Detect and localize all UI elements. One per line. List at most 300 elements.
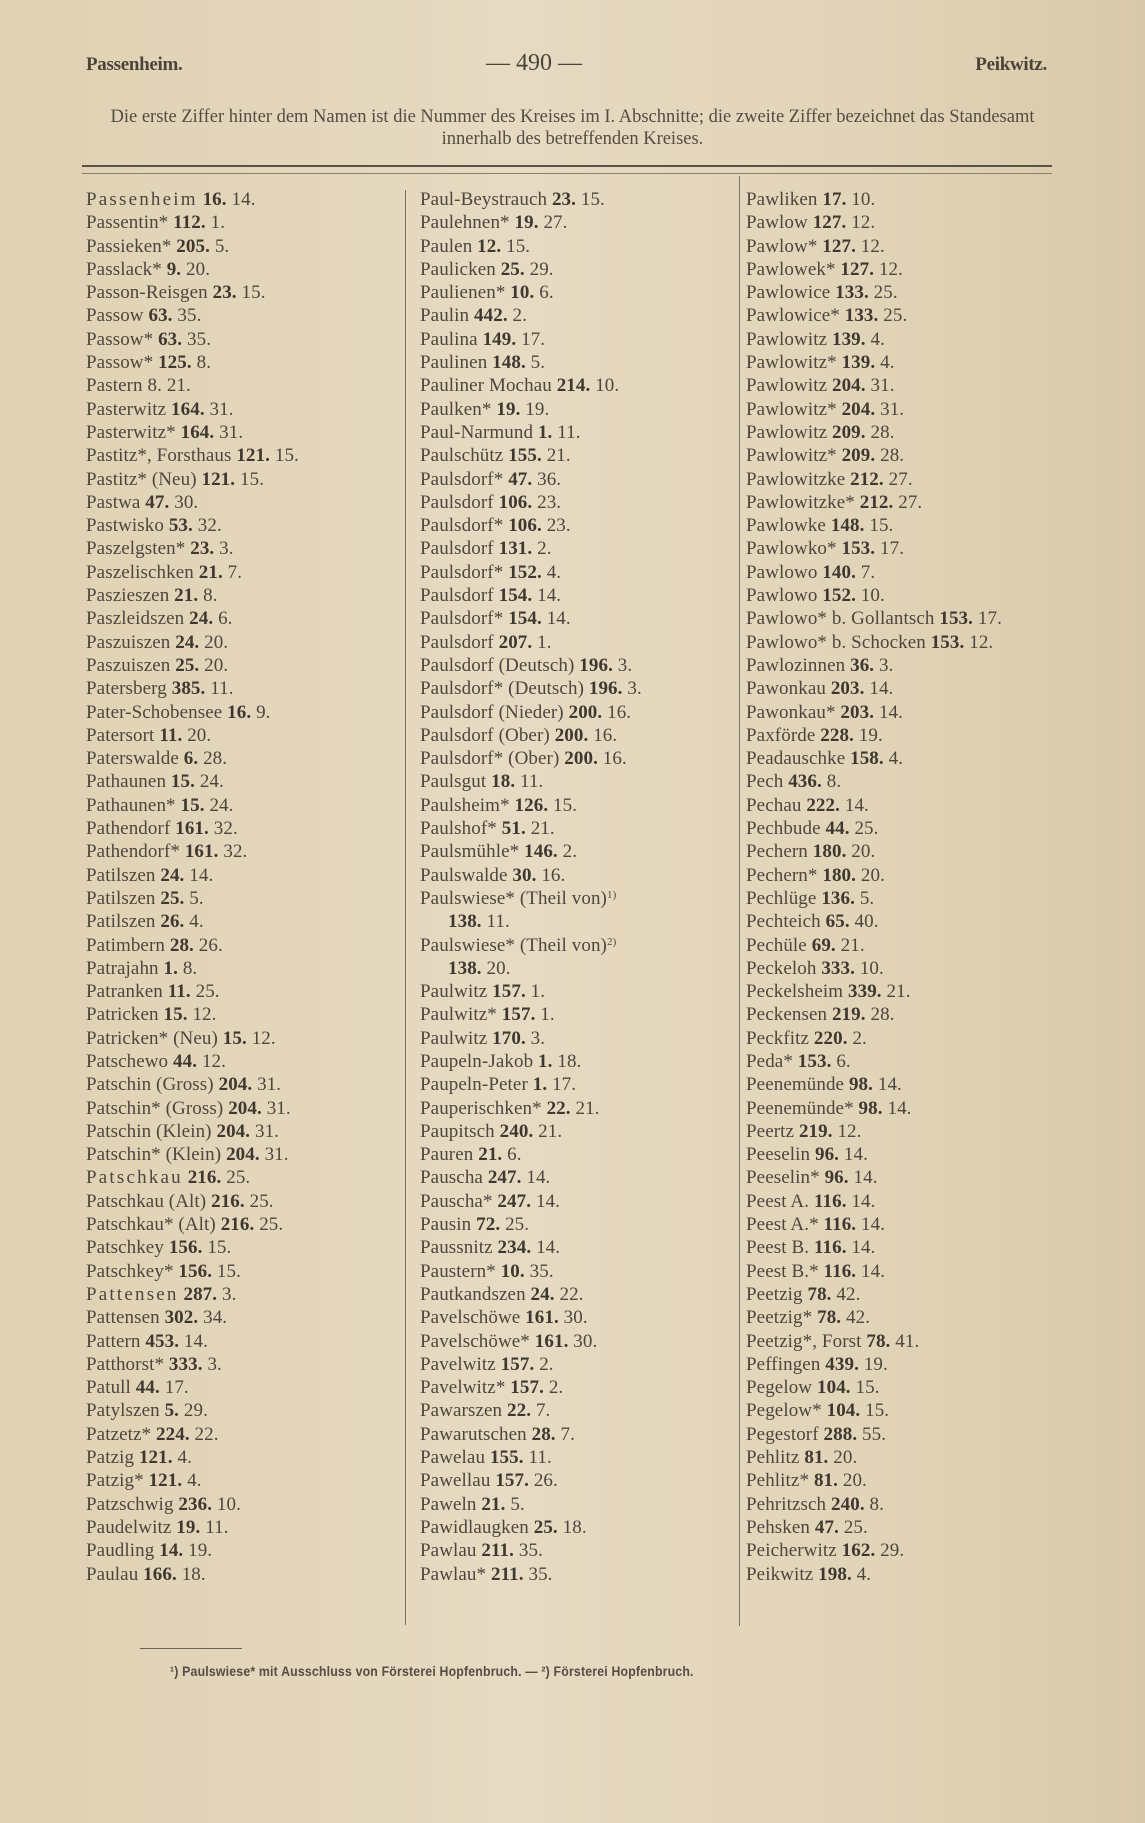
index-entry xyxy=(86,701,406,724)
registry-office-number: 4. xyxy=(880,352,895,374)
registry-office-number: 11. xyxy=(520,771,544,793)
district-number: 204. xyxy=(226,1144,260,1166)
registry-office-number: 19. xyxy=(188,1540,213,1562)
registry-office-number: 8. xyxy=(826,771,842,793)
district-number: 205. xyxy=(176,235,210,257)
index-entry xyxy=(420,1027,730,1050)
district-number: 1. xyxy=(163,957,178,979)
registry-office-number: 11. xyxy=(210,678,234,700)
index-columns xyxy=(0,188,1145,1628)
index-entry xyxy=(86,374,406,397)
index-entry xyxy=(86,1073,406,1096)
place-name: Pastern xyxy=(86,375,143,397)
place-name: Peetzig* xyxy=(746,1307,813,1329)
district-number: 212. xyxy=(859,491,894,513)
place-name: Pawliken xyxy=(746,189,818,210)
district-number: 44. xyxy=(173,1050,198,1072)
district-number: 216. xyxy=(187,1167,222,1189)
place-name: Pawlowitz xyxy=(746,421,828,443)
place-name: Pegelow xyxy=(746,1377,813,1399)
registry-office-number: 2. xyxy=(562,841,578,863)
index-entry xyxy=(86,1003,406,1026)
place-name: Passenheim xyxy=(86,189,198,210)
place-name: Pawlowitz* xyxy=(746,445,837,467)
intro-note: Die erste Ziffer hinter dem Namen ist die Nummer des Kreises im I. Abschnitte; die zweite Ziffer bezeichnet das Standesamt innerhalb des betreffenden Kreises. xyxy=(110,107,1035,149)
place-name: Patzschwig xyxy=(86,1493,174,1515)
district-number: 154. xyxy=(498,585,533,607)
index-entry xyxy=(420,1260,730,1283)
index-entry xyxy=(86,398,406,421)
place-name: Paterswalde xyxy=(86,748,179,770)
registry-office-number: 1. xyxy=(530,981,546,1003)
place-name: Patzetz* xyxy=(86,1423,152,1445)
district-number: 19. xyxy=(514,212,539,234)
district-number: 442. xyxy=(474,305,508,327)
index-entry xyxy=(420,794,730,817)
index-entry xyxy=(86,1306,406,1329)
index-entry xyxy=(420,1050,730,1073)
index-entry xyxy=(420,910,730,933)
place-name: Paulsdorf xyxy=(420,538,494,560)
place-name: Patricken* (Neu) xyxy=(86,1027,218,1049)
district-number: 161. xyxy=(184,841,219,863)
registry-office-number: 12. xyxy=(251,1027,276,1049)
registry-office-number: 31. xyxy=(209,398,234,420)
place-name: Pattern xyxy=(86,1330,141,1352)
registry-office-number: 25. xyxy=(249,1190,274,1212)
index-entry xyxy=(746,188,1076,211)
place-name: Pauscha* xyxy=(420,1190,493,1212)
registry-office-number: 5. xyxy=(510,1493,525,1515)
district-number: 204. xyxy=(228,1097,262,1119)
place-name: Paulken* xyxy=(420,398,492,420)
district-number: 204. xyxy=(218,1074,253,1096)
registry-office-number: 21. xyxy=(575,1097,600,1119)
district-number: 28. xyxy=(169,934,194,956)
index-entry xyxy=(746,1423,1076,1446)
district-number: 162. xyxy=(841,1540,876,1562)
place-name: Paulsdorf* (Deutsch) xyxy=(420,678,584,700)
place-name: Pawlowo* b. Schocken xyxy=(746,631,926,653)
place-name: Paulsdorf xyxy=(420,631,494,653)
registry-office-number: 4. xyxy=(546,561,562,583)
registry-office-number: 25. xyxy=(195,981,220,1003)
place-name: Paulswiese* (Theil von) xyxy=(420,934,607,956)
place-name: Paulsdorf* (Ober) xyxy=(420,748,560,770)
place-name: Patull xyxy=(86,1377,131,1399)
district-number: 23. xyxy=(190,538,215,560)
registry-office-number: 18. xyxy=(562,1516,587,1538)
district-number: 287. xyxy=(183,1283,218,1305)
district-number: 127. xyxy=(812,212,847,234)
registry-office-number: 20. xyxy=(851,841,876,863)
district-number: 51. xyxy=(501,818,526,840)
place-name: Patschkau xyxy=(86,1167,183,1189)
index-entry xyxy=(420,1516,730,1539)
index-entry xyxy=(420,770,730,793)
index-entry xyxy=(420,1446,730,1469)
registry-office-number: 3. xyxy=(207,1353,222,1375)
registry-office-number: 20. xyxy=(833,1447,858,1469)
district-number: 133. xyxy=(835,282,869,304)
district-number: 204. xyxy=(841,398,876,420)
registry-office-number: 19. xyxy=(525,398,550,420)
registry-office-number: 20. xyxy=(486,957,511,979)
district-number: 81. xyxy=(804,1447,829,1469)
index-entry xyxy=(746,1376,1076,1399)
place-name: Paulsdorf xyxy=(420,585,494,607)
place-name: Pegelow* xyxy=(746,1400,822,1422)
district-number: 24. xyxy=(175,631,200,653)
district-number: 207. xyxy=(498,631,533,653)
place-name: Paulehnen* xyxy=(420,212,510,234)
place-name: Paszuiszen xyxy=(86,631,171,653)
registry-office-number: 14. xyxy=(878,701,903,723)
registry-office-number: 6. xyxy=(836,1050,851,1072)
index-entry xyxy=(420,1563,730,1586)
district-number: 21. xyxy=(478,1144,503,1166)
index-entry xyxy=(746,1120,1076,1143)
district-number: 180. xyxy=(822,864,857,886)
index-entry xyxy=(86,1166,406,1189)
place-name: Peicherwitz xyxy=(746,1540,837,1562)
registry-office-number: 31. xyxy=(219,421,244,443)
registry-office-number: 14. xyxy=(887,1097,912,1119)
district-number: 1. xyxy=(538,1050,553,1072)
index-entry xyxy=(86,328,406,351)
place-name: Peadauschke xyxy=(746,748,846,770)
index-entry xyxy=(746,1003,1076,1026)
registry-office-number: 2. xyxy=(537,538,552,560)
registry-office-number: 21. xyxy=(886,981,911,1003)
index-entry xyxy=(86,468,406,491)
district-number: 146. xyxy=(524,841,558,863)
place-name: Patilszen xyxy=(86,887,156,909)
place-name: Passieken* xyxy=(86,235,172,257)
district-number: 158. xyxy=(850,748,884,770)
district-number: 65. xyxy=(825,911,850,933)
index-entry xyxy=(86,1469,406,1492)
place-name: Pawlau* xyxy=(420,1563,487,1585)
index-entry xyxy=(86,1563,406,1586)
place-name: Pawarszen xyxy=(420,1400,503,1422)
registry-office-number: 28. xyxy=(203,748,228,770)
place-name: Paupitsch xyxy=(420,1120,495,1142)
place-name: Peckfitz xyxy=(746,1027,810,1049)
place-name: Pattensen xyxy=(86,1283,179,1305)
index-entry xyxy=(420,1213,730,1236)
district-number: 216. xyxy=(220,1214,255,1236)
place-name: Pehritzsch xyxy=(746,1493,827,1515)
district-number: 166. xyxy=(143,1563,177,1585)
district-number: 23. xyxy=(212,282,237,304)
index-entry xyxy=(420,281,730,304)
district-number: 155. xyxy=(489,1447,524,1469)
district-number: 6. xyxy=(183,748,199,770)
index-entry xyxy=(86,817,406,840)
district-number: 385. xyxy=(171,678,206,700)
district-number: 10. xyxy=(500,1260,525,1282)
index-entry xyxy=(746,1190,1076,1213)
district-number: 219. xyxy=(831,1004,866,1026)
registry-office-number: 18. xyxy=(181,1563,206,1585)
index-entry xyxy=(420,1423,730,1446)
index-entry xyxy=(86,980,406,1003)
registry-office-number: 17. xyxy=(521,328,546,350)
registry-office-number: 18. xyxy=(557,1050,582,1072)
footnote-marker: 2) xyxy=(606,935,617,948)
district-number: 200. xyxy=(564,748,598,770)
registry-office-number: 4. xyxy=(870,328,885,350)
place-name: Pawlowice* xyxy=(746,305,840,327)
registry-office-number: 21. xyxy=(166,375,191,397)
index-entry xyxy=(746,910,1076,933)
place-name: Paulau xyxy=(86,1563,139,1585)
index-entry xyxy=(420,840,730,863)
place-name: Pawlowko* xyxy=(746,538,837,560)
district-number: 11. xyxy=(159,724,183,746)
place-name: Pawlozinnen xyxy=(746,654,846,676)
registry-office-number: 12. xyxy=(860,235,885,257)
registry-office-number: 32. xyxy=(213,818,238,840)
index-entry xyxy=(746,794,1076,817)
registry-office-number: 3. xyxy=(219,538,234,560)
index-entry xyxy=(746,1166,1076,1189)
place-name: Paulsdorf (Nieder) xyxy=(420,701,564,723)
place-name: Pechau xyxy=(746,794,802,816)
place-name: Pawlowitz* xyxy=(746,352,837,374)
place-name: Pavelschöwe xyxy=(420,1307,521,1329)
district-number: 11. xyxy=(167,981,191,1003)
registry-office-number: 11. xyxy=(486,911,510,933)
place-name: Pawlowo xyxy=(746,561,818,583)
index-entry xyxy=(746,887,1076,910)
registry-office-number: 5. xyxy=(214,235,230,257)
place-name: Patylszen xyxy=(86,1400,160,1422)
district-number: 47. xyxy=(814,1516,839,1538)
index-entry xyxy=(746,491,1076,514)
registry-office-number: 11. xyxy=(528,1447,552,1469)
registry-office-number: 15. xyxy=(240,468,265,490)
index-entry xyxy=(420,374,730,397)
registry-office-number: 14. xyxy=(536,1237,561,1259)
registry-office-number: 15. xyxy=(869,515,894,537)
registry-office-number: 27. xyxy=(898,491,923,513)
index-entry xyxy=(86,957,406,980)
registry-office-number: 19. xyxy=(858,724,883,746)
district-number: 153. xyxy=(841,538,876,560)
place-name: Pathaunen* xyxy=(86,794,176,816)
index-entry xyxy=(746,957,1076,980)
place-name: Patricken xyxy=(86,1004,159,1026)
registry-office-number: 7. xyxy=(860,561,876,583)
district-number: 247. xyxy=(487,1167,522,1189)
place-name: Paulwitz xyxy=(420,1027,488,1049)
index-entry xyxy=(420,747,730,770)
district-number: 209. xyxy=(841,445,876,467)
place-name: Paulen xyxy=(420,235,473,257)
district-number: 47. xyxy=(508,468,533,490)
place-name: Paupeln-Jakob xyxy=(420,1050,534,1072)
place-name: Patschin (Gross) xyxy=(86,1074,214,1096)
registry-office-number: 10. xyxy=(859,957,884,979)
registry-office-number: 21. xyxy=(840,934,865,956)
index-entry xyxy=(86,1097,406,1120)
index-entry xyxy=(420,1469,730,1492)
index-entry xyxy=(746,817,1076,840)
index-entry xyxy=(420,1073,730,1096)
index-entry xyxy=(746,724,1076,747)
index-entry xyxy=(746,1469,1076,1492)
place-name: Paul-Narmund xyxy=(420,421,534,443)
index-entry xyxy=(86,1236,406,1259)
district-number: 121. xyxy=(138,1447,173,1469)
district-number: 153. xyxy=(930,631,965,653)
place-name: Peckelsheim xyxy=(746,981,844,1003)
index-entry xyxy=(86,537,406,560)
header-rule xyxy=(82,165,1052,174)
registry-office-number: 31. xyxy=(264,1144,289,1166)
index-column-2 xyxy=(420,188,730,1586)
place-name: Pawonkau* xyxy=(746,701,836,723)
district-number: 157. xyxy=(492,981,526,1003)
registry-office-number: 2. xyxy=(539,1353,554,1375)
place-name: Peest A.* xyxy=(746,1214,819,1236)
registry-office-number: 36. xyxy=(537,468,562,490)
district-number: 15. xyxy=(170,771,195,793)
place-name: Peest B. xyxy=(746,1237,810,1259)
district-number: 126. xyxy=(514,794,549,816)
index-entry xyxy=(746,1027,1076,1050)
index-entry xyxy=(86,304,406,327)
index-entry xyxy=(420,1097,730,1120)
registry-office-number: 40. xyxy=(854,911,879,933)
district-number: 104. xyxy=(826,1400,861,1422)
index-entry xyxy=(86,1446,406,1469)
place-name: Patranken xyxy=(86,981,163,1003)
district-number: 18. xyxy=(491,771,516,793)
place-name: Pawlowitzke* xyxy=(746,491,855,513)
registry-office-number: 6. xyxy=(539,282,554,304)
registry-office-number: 1. xyxy=(537,631,552,653)
place-name: Paulin xyxy=(420,305,470,327)
district-number: 78. xyxy=(866,1330,891,1352)
index-entry xyxy=(746,1539,1076,1562)
index-entry xyxy=(420,1353,730,1376)
registry-office-number: 3. xyxy=(879,654,894,676)
index-entry xyxy=(420,258,730,281)
registry-office-number: 4. xyxy=(177,1447,192,1469)
registry-office-number: 5. xyxy=(530,352,546,374)
district-number: 1. xyxy=(532,1074,548,1096)
district-number: 8. xyxy=(147,375,162,397)
index-entry xyxy=(746,980,1076,1003)
index-entry xyxy=(420,304,730,327)
place-name: Paulsmühle* xyxy=(420,841,520,863)
registry-office-number: 31. xyxy=(254,1120,280,1142)
registry-office-number: 2. xyxy=(852,1027,867,1049)
district-number: 156. xyxy=(178,1260,213,1282)
index-entry xyxy=(420,607,730,630)
district-number: 106. xyxy=(498,491,533,513)
place-name: Pawlowitz* xyxy=(746,398,837,420)
registry-office-number: 16. xyxy=(593,724,618,746)
index-entry xyxy=(420,584,730,607)
district-number: 136. xyxy=(821,887,855,909)
district-number: 23. xyxy=(551,189,576,210)
index-entry xyxy=(420,631,730,654)
district-number: 138. xyxy=(448,957,482,979)
district-number: 15. xyxy=(180,794,205,816)
district-number: 236. xyxy=(178,1493,213,1515)
registry-office-number: 14. xyxy=(535,1190,560,1212)
registry-office-number: 15. xyxy=(274,445,299,467)
index-entry xyxy=(746,1213,1076,1236)
place-name: Peckeloh xyxy=(746,957,817,979)
district-number: 234. xyxy=(497,1237,532,1259)
district-number: 28. xyxy=(531,1423,556,1445)
index-entry xyxy=(86,258,406,281)
registry-office-number: 25. xyxy=(854,818,879,840)
district-number: 152. xyxy=(508,561,542,583)
registry-office-number: 16. xyxy=(607,701,632,723)
district-number: 224. xyxy=(156,1423,190,1445)
district-number: 78. xyxy=(817,1307,842,1329)
place-name: Patthorst* xyxy=(86,1353,165,1375)
index-entry xyxy=(86,584,406,607)
place-name: Paulschütz xyxy=(420,445,504,467)
place-name: Pawlowo xyxy=(746,585,818,607)
place-name: Pechteich xyxy=(746,911,821,933)
district-number: 211. xyxy=(481,1540,515,1562)
district-number: 5. xyxy=(164,1400,180,1422)
index-entry xyxy=(420,398,730,421)
place-name: Pawlowke xyxy=(746,515,826,537)
district-number: 139. xyxy=(831,328,866,350)
registry-office-number: 28. xyxy=(870,421,895,443)
place-name: Pavelschöwe* xyxy=(420,1330,530,1352)
registry-office-number: 35. xyxy=(528,1563,553,1585)
index-entry xyxy=(746,701,1076,724)
place-name: Patschkey* xyxy=(86,1260,174,1282)
district-number: 302. xyxy=(164,1307,199,1329)
index-entry xyxy=(86,1493,406,1516)
place-name: Passow* xyxy=(86,352,154,374)
place-name: Peetzig*, Forst xyxy=(746,1330,862,1352)
index-entry xyxy=(420,1399,730,1422)
place-name: Passentin* xyxy=(86,212,169,234)
place-name: Patilszen xyxy=(86,911,156,933)
registry-office-number: 7. xyxy=(560,1423,575,1445)
district-number: 204. xyxy=(831,375,866,397)
index-entry xyxy=(746,304,1076,327)
registry-office-number: 25. xyxy=(873,282,898,304)
place-name: Paustern* xyxy=(420,1260,496,1282)
index-entry xyxy=(420,654,730,677)
registry-office-number: 2. xyxy=(512,305,527,327)
index-entry xyxy=(746,747,1076,770)
index-entry xyxy=(420,724,730,747)
registry-office-number: 2. xyxy=(548,1377,564,1399)
district-number: 63. xyxy=(158,328,183,350)
registry-office-number: 6. xyxy=(218,608,233,630)
place-name: Patzig xyxy=(86,1447,135,1469)
place-name: Peikwitz xyxy=(746,1563,814,1585)
page-number: — 490 — xyxy=(486,50,582,76)
registry-office-number: 14. xyxy=(189,864,214,886)
registry-office-number: 14. xyxy=(861,1260,886,1282)
index-entry xyxy=(420,351,730,374)
